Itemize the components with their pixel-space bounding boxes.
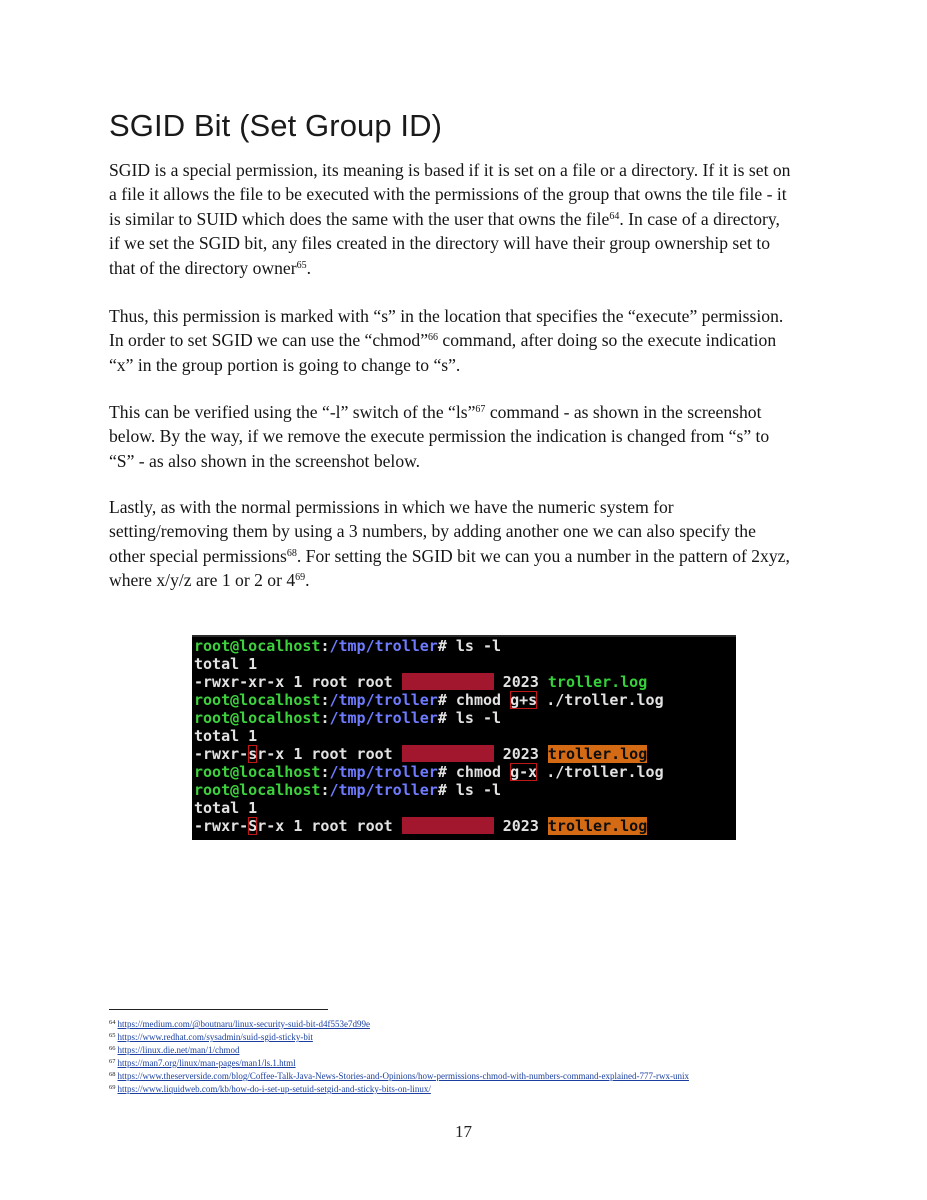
footnote-ref: 68 (286, 547, 297, 559)
prompt-symbol: # (437, 709, 447, 727)
footnotes (109, 1017, 689, 1095)
prompt-user: root@localhost (194, 709, 321, 727)
text-line: Lastly, as with the normal permissions in which we have the numeric system for (109, 497, 674, 517)
footnote (109, 1082, 689, 1095)
prompt-symbol: # (437, 763, 447, 781)
text-run: where x/y/z are 1 or 2 or 4 (109, 570, 296, 591)
footnote-number: 65 (109, 1032, 116, 1039)
terminal-line-10 (194, 799, 257, 817)
file-year: 2023 (493, 817, 548, 835)
text-line: below. By the way, if we remove the execute permission the indication is changed from “s” to (109, 426, 770, 447)
prompt-symbol: # (437, 637, 447, 655)
file-name-highlighted: troller.log (547, 817, 648, 835)
sgid-mark-lower: s (248, 745, 258, 763)
terminal-line-5: root@localhost:/tmp/troller# ls -l (194, 709, 502, 727)
paragraph-4 (109, 495, 821, 593)
footnote-ref: 66 (428, 332, 439, 344)
text-run: This can be verified using the “-l” switch of the “ls” (109, 402, 476, 422)
command-text: ls -l (446, 781, 502, 799)
prompt-path: /tmp/troller (329, 709, 438, 727)
text-run: . (305, 570, 310, 591)
footnote-separator (109, 1009, 328, 1010)
text-run: In order to set SGID we can use the “chmod” (109, 330, 429, 351)
text-run: other special permissions (109, 545, 287, 566)
text-run: . (306, 257, 312, 278)
terminal-line-4: root@localhost:/tmp/troller# chmod g+s ./troller.log (194, 691, 664, 709)
page-number: 17 (455, 1122, 472, 1141)
terminal-line-11 (194, 817, 647, 835)
footnote-ref: 64 (609, 210, 620, 222)
terminal-line-7 (194, 745, 647, 763)
text-line: “S” - as also shown in the screenshot below. (109, 450, 421, 471)
text-line (109, 328, 821, 352)
prompt-path: /tmp/troller (329, 763, 438, 781)
terminal-line-9: root@localhost:/tmp/troller# ls -l (194, 781, 502, 799)
prompt-path: /tmp/troller (329, 781, 438, 799)
permission-suffix: r-x 1 root root (257, 817, 402, 835)
file-name-highlighted: troller.log (547, 745, 648, 763)
text-run: . For setting the SGID bit we can you a number in the pattern of 2xyz, (296, 545, 790, 566)
footnote-ref: 67 (475, 404, 486, 415)
prompt-path: /tmp/troller (329, 691, 438, 709)
command-text: ls -l (446, 709, 502, 727)
prompt-user: root@localhost (194, 691, 321, 709)
footnote (109, 1017, 689, 1030)
footnote-ref: 69 (295, 572, 306, 584)
permission-string: -rwxr-xr-x 1 root root (194, 673, 402, 691)
terminal-line-6 (194, 727, 257, 745)
footnote-link[interactable]: https://www.theserverside.com/blog/Coffee-Talk-Java-News-Stories-and-Opinions/how-permissions-chmod-with-numbers-command-explained-777-rwx-unix (117, 1071, 689, 1081)
text-line: SGID is a special permission, its meaning is based if it is set on a file or a directory. If it is set on (109, 160, 791, 180)
terminal-screenshot (192, 635, 736, 840)
footnote-link[interactable]: https://man7.org/linux/man-pages/man1/ls.1.html (117, 1058, 296, 1068)
terminal-line-3 (194, 673, 647, 691)
footnote (109, 1030, 689, 1043)
text-line: “x” in the group portion is going to change to “s”. (109, 354, 461, 375)
footnote (109, 1043, 689, 1056)
output-total: total 1 (194, 655, 258, 673)
paragraph-3 (109, 400, 821, 473)
text-line (109, 207, 821, 231)
sgid-mark-upper: S (248, 817, 258, 835)
paragraph-2 (109, 304, 821, 377)
footnote-ref: 65 (296, 259, 307, 271)
command-text: chmod (446, 691, 511, 709)
permission-prefix: -rwxr- (194, 817, 249, 835)
command-text: chmod (446, 763, 511, 781)
footnote-number: 68 (109, 1071, 116, 1078)
text-line (109, 568, 821, 592)
permission-suffix: r-x 1 root root (257, 745, 402, 763)
footnote-number: 69 (109, 1084, 116, 1091)
permission-prefix: -rwxr- (194, 745, 249, 763)
text-line: if we set the SGID bit, any files created in the directory will have their group ownership set to (109, 233, 771, 254)
text-line: setting/removing them by using a 3 numbers, by adding another one we can also specify the (109, 521, 756, 542)
prompt-user: root@localhost (194, 637, 321, 655)
footnote-link[interactable]: https://www.liquidweb.com/kb/how-do-i-set-up-setuid-setgid-and-sticky-bits-on-linux/ (117, 1084, 431, 1094)
footnote (109, 1056, 689, 1069)
text-run: command - as shown in the screenshot (485, 402, 762, 422)
text-run: that of the directory owner (109, 257, 297, 278)
output-total: total 1 (194, 727, 258, 745)
redaction-block (402, 817, 494, 834)
terminal-line-8: root@localhost:/tmp/troller# chmod g-x ./troller.log (194, 763, 664, 781)
text-run: command, after doing so the execute indication (438, 330, 777, 351)
footnote-link[interactable]: https://www.redhat.com/sysadmin/suid-sgid-sticky-bit (117, 1032, 313, 1042)
command-text: ls -l (446, 637, 502, 655)
text-line: Thus, this permission is marked with “s” in the location that specifies the “execute” permission. (109, 306, 784, 326)
prompt-symbol: # (437, 691, 447, 709)
chmod-arg-gx: g-x (510, 763, 538, 781)
redaction-block (402, 673, 494, 690)
paragraph-1 (109, 158, 821, 280)
footnote-number: 64 (109, 1019, 116, 1026)
chmod-arg-gs: g+s (510, 691, 538, 709)
file-name: troller.log (547, 673, 648, 691)
command-target: ./troller.log (537, 763, 664, 781)
section-heading: SGID Bit (Set Group ID) (109, 108, 443, 143)
footnote-number: 67 (109, 1058, 116, 1065)
prompt-user: root@localhost (194, 763, 321, 781)
redaction-block (402, 745, 494, 762)
prompt-path: /tmp/troller (329, 637, 438, 655)
text-line: a file it allows the file to be executed with the permissions of the group that owns the tile file - it (109, 184, 787, 205)
prompt-symbol: # (437, 781, 447, 799)
footnote-number: 66 (109, 1045, 116, 1052)
terminal-line-1: root@localhost:/tmp/troller# ls -l (194, 637, 502, 655)
footnote-link[interactable]: https://medium.com/@boutnaru/linux-security-suid-bit-d4f553e7d99e (117, 1019, 370, 1029)
file-year: 2023 (493, 673, 548, 691)
text-run: is similar to SUID which does the same with the user that owns the file (109, 208, 610, 229)
footnote (109, 1069, 689, 1082)
footnote-link[interactable]: https://linux.die.net/man/1/chmod (117, 1045, 240, 1055)
text-line (109, 256, 821, 280)
prompt-user: root@localhost (194, 781, 321, 799)
command-target: ./troller.log (537, 691, 664, 709)
text-line (109, 400, 821, 424)
file-year: 2023 (493, 745, 548, 763)
text-line (109, 544, 821, 568)
output-total: total 1 (194, 799, 258, 817)
terminal-line-2 (194, 655, 257, 673)
text-run: . In case of a directory, (619, 208, 780, 229)
